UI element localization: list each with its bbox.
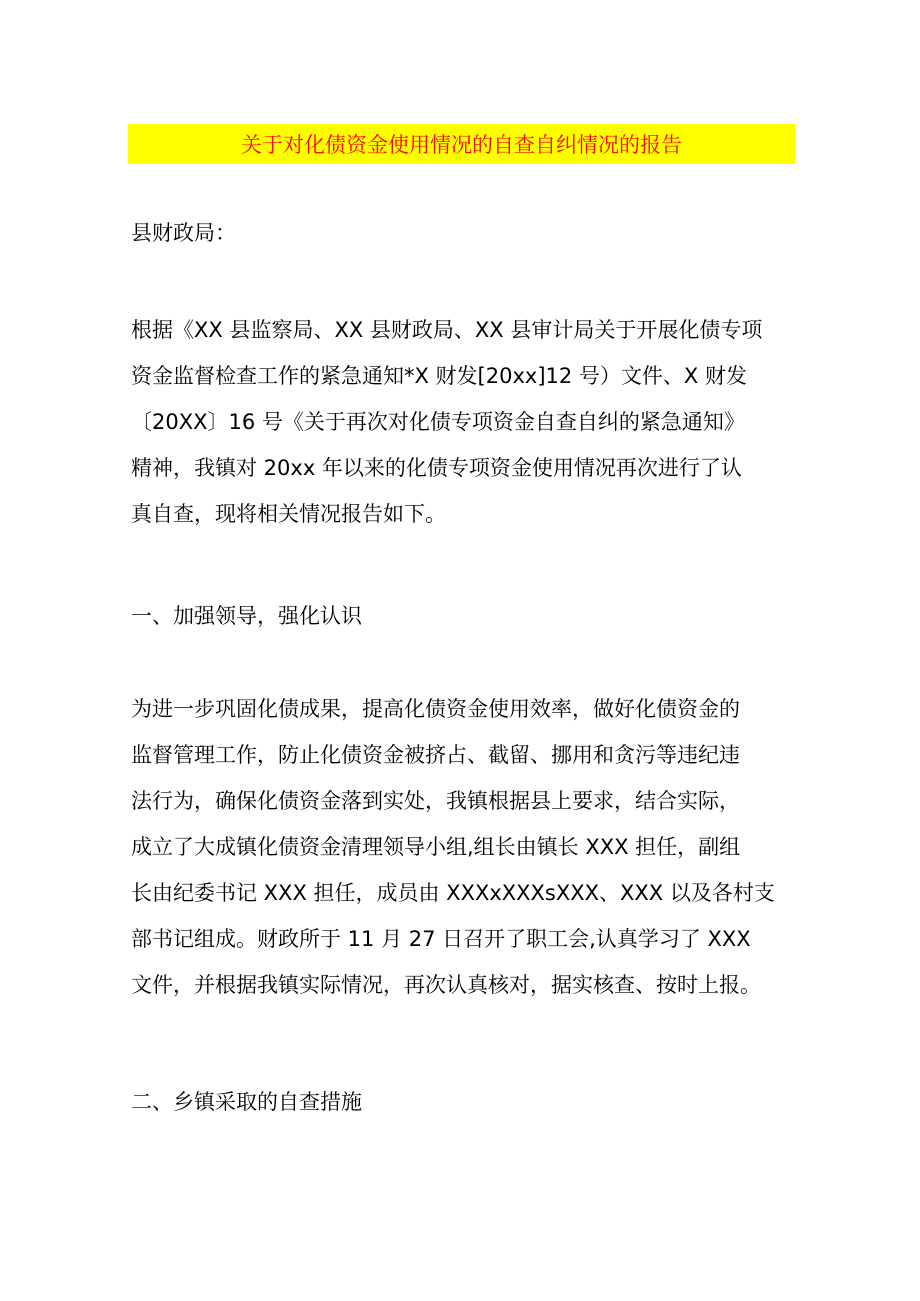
- paragraph-leadership: [131, 686, 811, 1008]
- section-heading-text: 一、加强领导，强化认识: [131, 604, 362, 628]
- paragraph-intro: [131, 307, 811, 537]
- document-title: 关于对化债资金使用情况的自查自纠情况的报告: [241, 133, 682, 157]
- paragraph-line: 〔20XX〕16 号《关于再次对化债专项资金自查自纠的紧急通知》: [131, 410, 745, 434]
- paragraph-line: 文件，并根据我镇实际情况，再次认真核对，据实核查、按时上报。: [131, 973, 761, 997]
- document-title-bar: [128, 124, 795, 164]
- paragraph-line: 法行为，确保化债资金落到实处，我镇根据县上要求，结合实际，: [131, 789, 740, 813]
- paragraph-line: 部书记组成。财政所于 11 月 27 日召开了职工会,认真学习了 XXX: [131, 927, 751, 951]
- paragraph-line: 长由纪委书记 XXX 担任，成员由 XXXxXXXsXXX、XXX 以及各村支: [131, 881, 775, 905]
- paragraph-line: 真自查，现将相关情况报告如下。: [131, 502, 446, 526]
- paragraph-line: 为进一步巩固化债成果，提高化债资金使用效率，做好化债资金的: [131, 697, 740, 721]
- section-heading-text: 二、乡镇采取的自查措施: [131, 1090, 362, 1114]
- paragraph-line: 根据《XX 县监察局、XX 县财政局、XX 县审计局关于开展化债专项: [131, 318, 763, 342]
- section-heading-2: [131, 1079, 811, 1125]
- section-heading-1: [131, 593, 811, 639]
- salutation-text: 县财政局：: [131, 221, 236, 245]
- paragraph-line: 成立了大成镇化债资金清理领导小组,组长由镇长 XXX 担任，副组: [131, 835, 741, 859]
- salutation-block: [131, 210, 811, 256]
- paragraph-line: 精神，我镇对 20xx 年以来的化债专项资金使用情况再次进行了认: [131, 456, 742, 480]
- paragraph-line: 资金监督检查工作的紧急通知*X 财发[20xx]12 号）文件、X 财发: [131, 364, 747, 388]
- paragraph-line: 监督管理工作，防止化债资金被挤占、截留、挪用和贪污等违纪违: [131, 743, 740, 767]
